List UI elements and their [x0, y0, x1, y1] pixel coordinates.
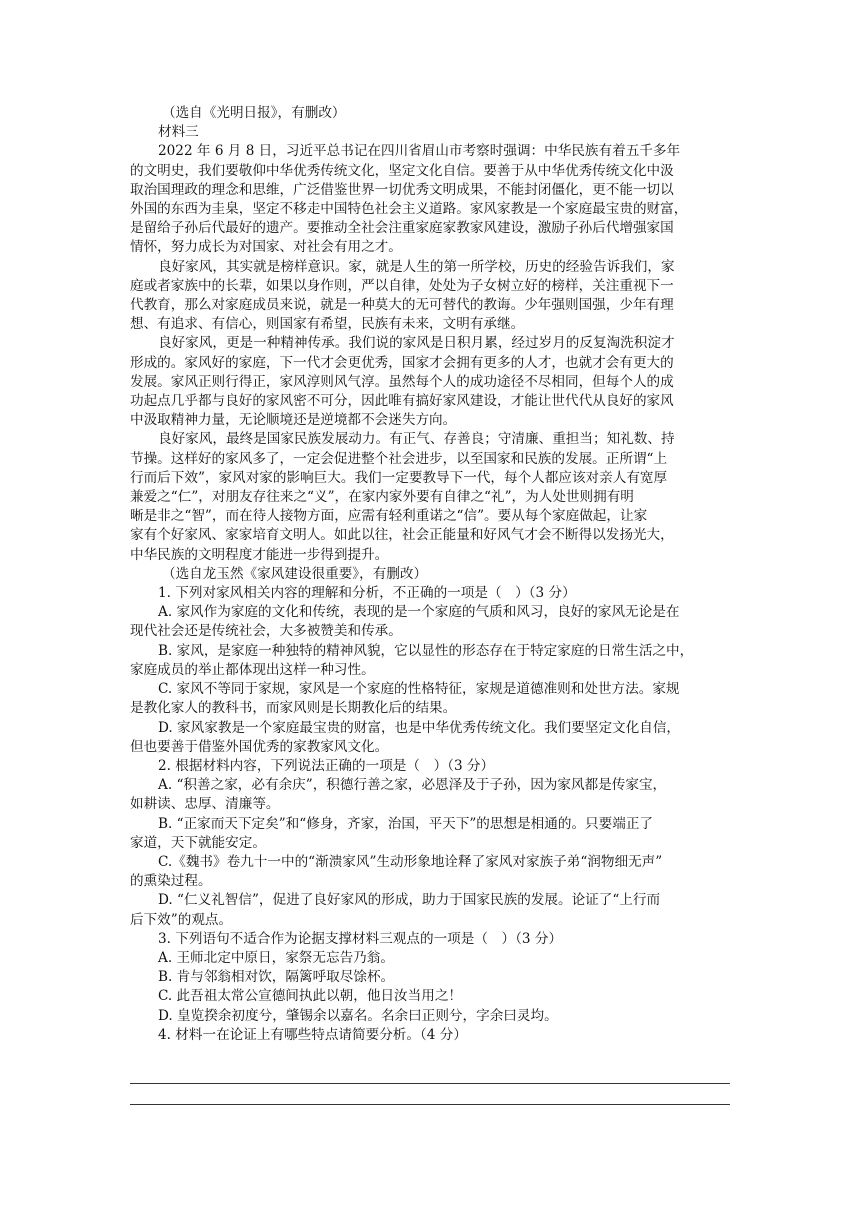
text-line: 庭或者家族中的长辈，如果以身作则，严以自律，处处为子女树立好的榜样，关注重视下一	[130, 277, 674, 294]
text-line: （选自龙玉然《家风建设很重要》，有删改）	[162, 565, 428, 582]
text-line: 后下效”的观点。	[130, 911, 233, 928]
text-line: 情怀，努力成长为对国家、对社会有用之才。	[130, 239, 402, 256]
text-line: 功起点几乎都与良好的家风密不可分，因此唯有搞好家风建设，才能让世代代从良好的家风	[130, 393, 674, 410]
text-line: A. 王师北定中原日，家祭无忘告乃翁。	[158, 949, 394, 966]
text-line: 的熏染过程。	[130, 873, 212, 890]
text-line: 家道，天下就能安定。	[130, 834, 266, 851]
text-line: 的文明史，我们要敬仰中华优秀传统文化，坚定文化自信。要善于从中华优秀传统文化中汲	[130, 162, 674, 179]
text-line: 3. 下列语句不适合作为论据支撑材料三观点的一项是（ ）（3 分）	[158, 930, 563, 947]
text-line: 是教化家人的教科书，而家风则是长期教化后的结果。	[130, 700, 457, 717]
text-line: 节操。这样好的家风多了，一定会促进整个社会进步，以至国家和民族的发展。正所谓“上	[130, 450, 668, 467]
text-line: B. “正家而天下定矣”和“修身，齐家，治国，平天下”的思想是相通的。只要端正了	[158, 815, 654, 832]
text-line: C. 此吾祖太常公宣德间执此以朝，他日汝当用之！	[158, 988, 463, 1005]
text-line: B. 肯与邻翁相对饮，隔篱呼取尽馀杯。	[158, 969, 395, 986]
text-line: 外国的东西为圭臬，坚定不移走中国特色社会主义道路。家风家教是一个家庭最宝贵的财富，	[130, 201, 688, 218]
text-line: 4. 材料一在论证上有哪些特点请简要分析。（4 分）	[158, 1026, 467, 1043]
text-line: 如耕读、忠厚、清廉等。	[130, 796, 280, 813]
text-line: C. 家风不等同于家规，家风是一个家庭的性格特征，家规是道德准则和处世方法。家规	[158, 681, 680, 698]
text-line: 但也要善于借鉴外国优秀的家教家风文化。	[130, 738, 389, 755]
text-line: C.《魏书》卷九十一中的“渐溃家风”生动形象地诠释了家风对家族子弟“润物细无声”	[158, 853, 663, 870]
text-line: 材料三	[158, 124, 199, 141]
answer-line	[130, 1083, 730, 1084]
text-line: 形成的。家风好的家庭，下一代才会更优秀，国家才会拥有更多的人才，也就才会有更大的	[130, 354, 674, 371]
text-line: D. 皇览揆余初度兮，肇锡余以嘉名。名余曰正则兮，字余曰灵均。	[158, 1007, 558, 1024]
text-line: 家有个好家风、家家培育文明人。如此以往，社会正能量和好风气才会不断得以发扬光大，	[130, 527, 674, 544]
text-line: 想、有追求、有信心，则国家有希望，民族有未来，文明有承继。	[130, 316, 525, 333]
text-line: 晰是非之“智”，而在待人接物方面，应需有轻利重诺之“信”。要从每个家庭做起，让家	[130, 508, 648, 525]
text-line: 2. 根据材料内容，下列说法正确的一项是（ ）（3 分）	[158, 757, 495, 774]
text-line: 2022 年 6 月 8 日，习近平总书记在四川省眉山市考察时强调：中华民族有着五千多年	[158, 143, 681, 160]
answer-line	[130, 1104, 730, 1105]
text-line: 中汲取精神力量，无论顺境还是逆境都不会迷失方向。	[130, 412, 457, 429]
text-line: 良好家风，最终是国家民族发展动力。有正气、存善良；守清廉、重担当；知礼数、持	[158, 431, 675, 448]
text-line: 1. 下列对家风相关内容的理解和分析，不正确的一项是（ ）（3 分）	[158, 585, 576, 602]
text-line: 代教育，那么对家庭成员来说，就是一种莫大的无可替代的教诲。少年强则国强，少年有理	[130, 297, 674, 314]
text-line: A. 家风作为家庭的文化和传统，表现的是一个家庭的气质和风习，良好的家风无论是在	[158, 604, 680, 621]
text-line: 家庭成员的举止都体现出这样一种习性。	[130, 661, 375, 678]
text-line: A. “积善之家，必有余庆”，积德行善之家，必恩泽及于子孙，因为家风都是传家宝，	[158, 777, 667, 794]
text-line: 行而后下效”，家风对家的影响巨大。我们一定要教导下一代，每个人都应该对亲人有宽厚	[130, 469, 668, 486]
text-line: D. 家风家教是一个家庭最宝贵的财富，也是中华优秀传统文化。我们要坚定文化自信，	[158, 719, 681, 736]
text-line: 现代社会还是传统社会，大多被赞美和传承。	[130, 623, 402, 640]
text-line: B. 家风，是家庭一种独特的精神风貌，它以显性的形态存在于特定家庭的日常生活之中，	[158, 642, 694, 659]
text-line: 良好家风，其实就是榜样意识。家，就是人生的第一所学校，历史的经验告诉我们，家	[158, 258, 675, 275]
text-line: 发展。家风正则行得正，家风淳则风气淳。虽然每个人的成功途径不尽相同，但每个人的成	[130, 373, 674, 390]
document-body	[130, 104, 730, 1045]
text-line: 良好家风，更是一种精神传承。我们说的家风是日积月累，经过岁月的反复淘洗积淀才	[158, 335, 675, 352]
text-line: 是留给子孙后代最好的遗产。要推动全社会注重家庭家教家风建设，激励子孙后代增强家国	[130, 220, 674, 237]
text-line: 中华民族的文明程度才能进一步得到提升。	[130, 546, 389, 563]
text-line: （选自《光明日报》，有删改）	[162, 105, 346, 121]
text-line: D. “仁义礼智信”，促进了良好家风的形成，助力于国家民族的发展。论证了“上行而	[158, 892, 661, 909]
text-line: 兼爱之“仁”，对朋友存往来之“义”，在家内家外要有自律之“礼”，为人处世则拥有明	[130, 489, 634, 506]
text-line: 取治国理政的理念和思维，广泛借鉴世界一切优秀文明成果，不能封闭僵化，更不能一切以	[130, 181, 674, 198]
